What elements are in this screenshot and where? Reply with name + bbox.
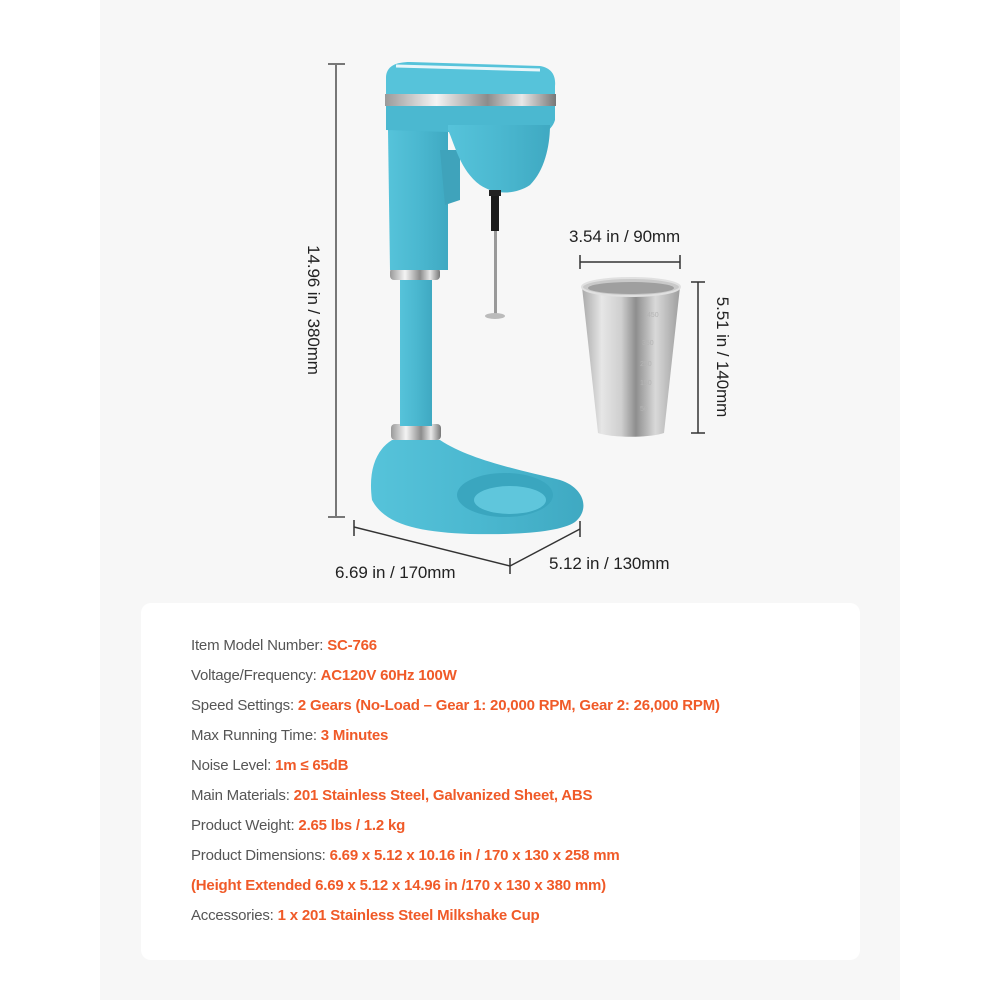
height-dimension-line [328,64,345,517]
spec-row-height-extended: (Height Extended 6.69 x 5.12 x 14.96 in /170 x 130 x 380 mm) [191,877,606,894]
spec-row-weight: Product Weight: 2.65 lbs / 1.2 kg [191,817,406,834]
spec-row-running-time: Max Running Time: 3 Minutes [191,727,389,744]
spec-card [141,603,860,960]
spec-row-speed: Speed Settings: 2 Gears (No-Load – Gear 1: 20,000 RPM, Gear 2: 26,000 RPM) [191,697,720,714]
svg-text:350: 350 [642,340,654,347]
svg-text:450: 450 [647,312,659,319]
cup-width-label: 3.54 in / 90mm [569,227,681,246]
spec-row-accessories: Accessories: 1 x 201 Stainless Steel Milkshake Cup [191,907,540,924]
cup-height-label: 5.51 in / 140mm [713,296,732,418]
svg-text:150: 150 [640,380,652,387]
blender-base [371,424,583,534]
svg-text:50: 50 [640,406,648,413]
spec-row-dimensions: Product Dimensions: 6.69 x 5.12 x 10.16 in / 170 x 130 x 258 mm [191,847,620,864]
milkshake-cup [582,278,680,437]
base-depth-label: 5.12 in / 130mm [549,554,670,573]
spec-row-model-number: Item Model Number: SC-766 [191,637,377,654]
spec-row-noise: Noise Level: 1m ≤ 65dB [191,757,349,774]
svg-text:250: 250 [640,361,652,368]
base-length-label: 6.69 in / 170mm [335,563,456,582]
spec-list [191,631,720,931]
spec-row-materials: Main Materials: 201 Stainless Steel, Galvanized Sheet, ABS [191,787,593,804]
height-dimension-label: 14.96 in / 380mm [304,245,323,375]
spec-row-voltage: Voltage/Frequency: AC120V 60Hz 100W [191,667,457,684]
blender-spindle [485,190,505,319]
blender-column [400,278,432,426]
blender-arm [388,130,448,270]
